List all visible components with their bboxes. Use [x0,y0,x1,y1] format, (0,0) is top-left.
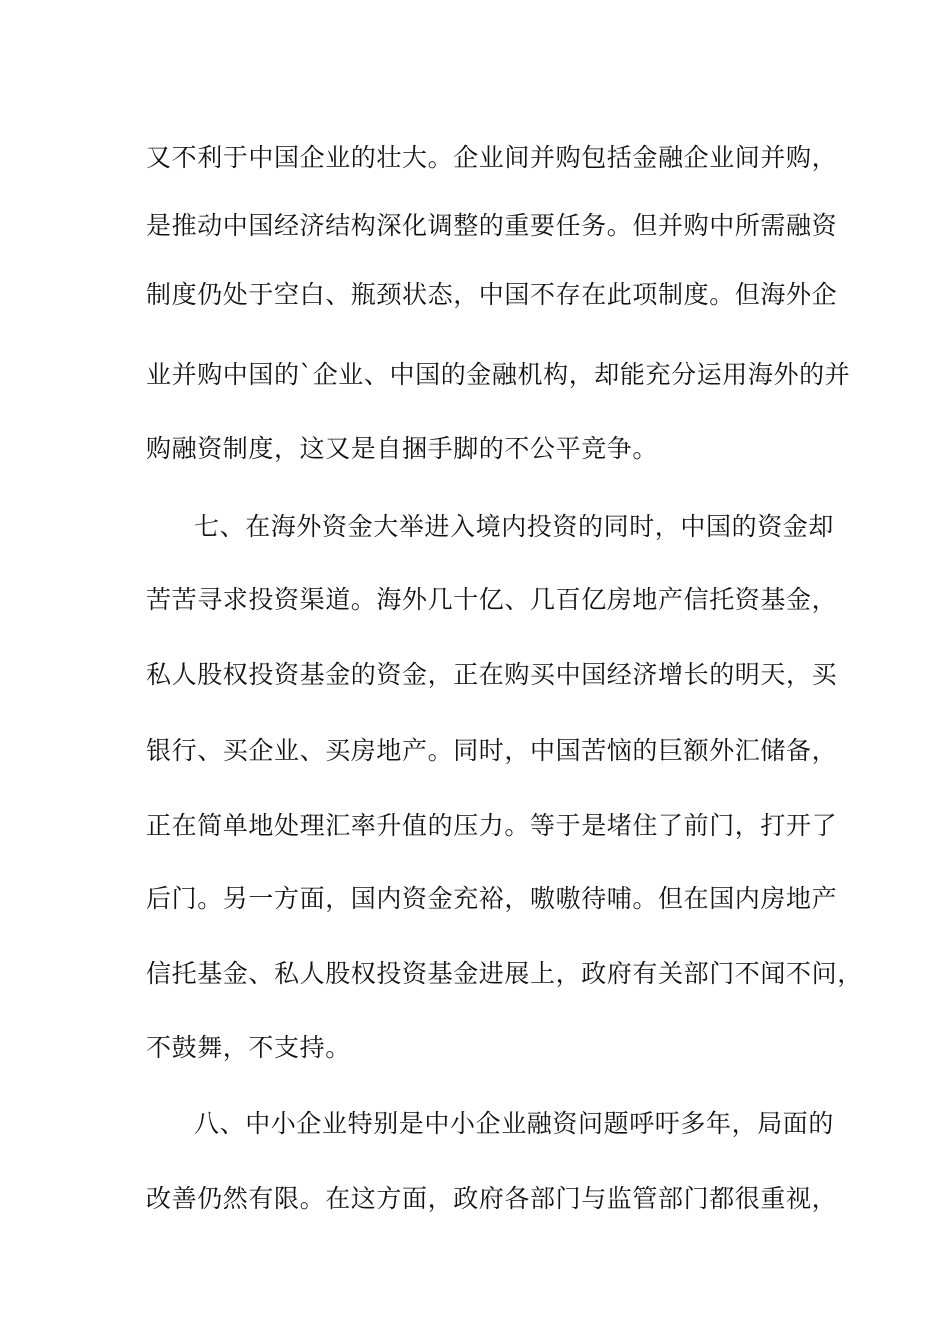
text-line: 购融资制度，这又是自捆手脚的不公平竞争。 [146,434,659,463]
text-line: 是推动中国经济结构深化调整的重要任务。但并购中所需融资 [146,211,838,240]
text-line: 制度仍处于空白、瓶颈状态，中国不存在此项制度。但海外企 [146,280,838,309]
text-line: 改善仍然有限。在这方面，政府各部门与监管部门都很重视， [146,1184,838,1213]
text-line: 信托基金、私人股权投资基金进展上，政府有关部门不闻不问， [146,959,863,988]
paragraph-eight-first-line: 八、中小企业特别是中小企业融资问题呼吁多年，局面的 [194,1109,835,1138]
paragraph-seven-first-line: 七、在海外资金大举进入境内投资的同时，中国的资金却 [194,512,835,541]
text-line: 苦苦寻求投资渠道。海外几十亿、几百亿房地产信托资基金， [146,585,838,614]
text-line: 银行、买企业、买房地产。同时，中国苦恼的巨额外汇储备， [146,736,838,765]
text-line: 正在简单地处理汇率升值的压力。等于是堵住了前门，打开了 [146,811,838,840]
text-line: 后门。另一方面，国内资金充裕，嗷嗷待哺。但在国内房地产 [146,884,838,913]
text-line: 业并购中国的`企业、中国的金融机构，却能充分运用海外的并 [146,360,851,389]
text-line: 不鼓舞，不支持。 [146,1033,351,1062]
text-line: 私人股权投资基金的资金，正在购买中国经济增长的明天，买 [146,660,838,689]
text-line: 又不利于中国企业的壮大。企业间并购包括金融企业间并购， [146,143,838,172]
